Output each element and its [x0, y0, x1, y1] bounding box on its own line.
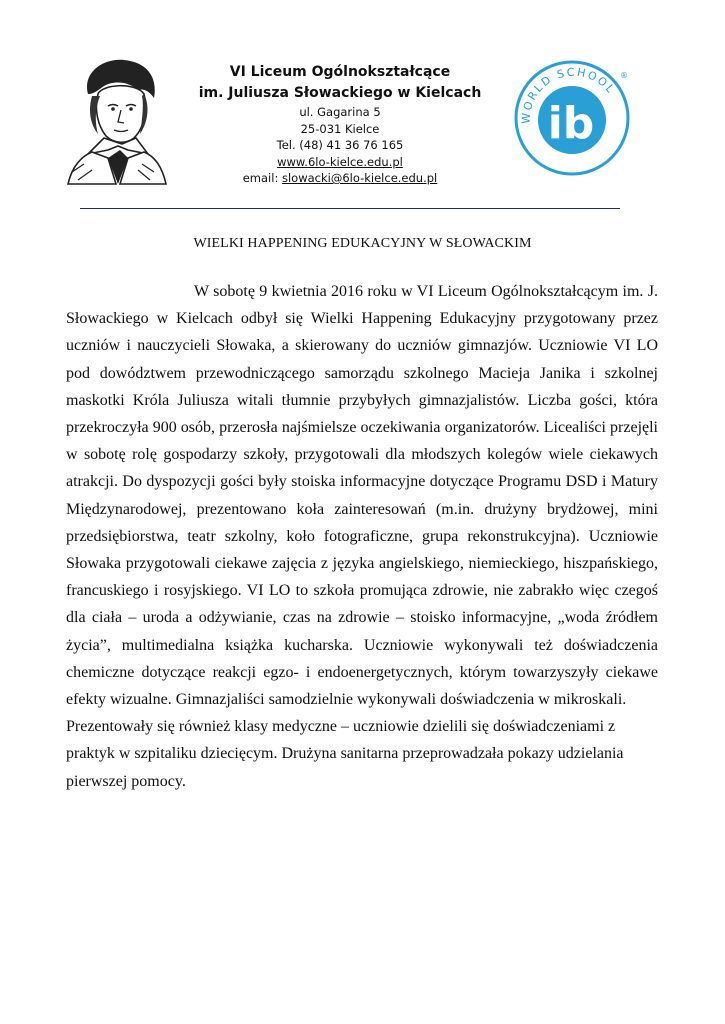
body-paragraph-2: Prezentowały się również klasy medyczne – uczniowie dzielili się doświadczeniami z praktyk w szpitaliku dziecięcym. Drużyna sanitarna przeprowadzała pokazy udzielania pierwszej pomocy. — [66, 718, 624, 790]
letterhead-divider — [80, 208, 620, 209]
school-name: VI Liceum Ogólnokształcące — [229, 64, 451, 80]
city-address: 25-031 Kielce — [300, 121, 380, 136]
document-title: WIELKI HAPPENING EDUKACYJNY W SŁOWACKIM — [193, 236, 532, 251]
ib-logo-arc-text: WORLD SCHOOL — [519, 65, 618, 125]
body-paragraph-1: W sobotę 9 kwietnia 2016 roku w VI Liceum Ogólnokształcącym im. J. Słowackiego w Kielcach odbył się Wielki Happening Edukacyjny przygotowany przez uczniów i nauczycieli Słowaka, a skierowany do uczniów gimnazjów. Uczniowie VI LO pod dowództwem przewodniczącego samorządu szkolnego Macieja Janika i szkolnej maskotki Króla Juliusza witali tłumnie przybyłych gimnazjalistów. Liczba gości, która przekroczyła 900 osób, przerosła najśmielsze oczekiwania organizatorów. Licealiści przejęli w sobotę rolę gospodarzy szkoły, przygotowali dla młodszych kolegów wiele ciekawych atrakcji. Do dyspozycji gości były stoiska informacyjne dotyczące Programu DSD i Matury Międzynarodowej, prezentowano koła zainteresowań (m.in. drużyny brydżowej, mini przedsiębiorstwa, teatr szkolny, koło fotograficzne, grupa rekonstrukcyjna). Uczniowie Słowaka przygotowali ciekawe zajęcia z języka angielskiego, niemieckiego, hiszpańskiego, francuskiego i rosyjskiego. VI LO to szkoła promująca zdrowie, nie zabrakło więc czegoś dla ciała – uroda a odżywianie, czas na zdrowie – stoisko informacyjne, „woda źródłem życia”, multimedialna książka kucharska. Uczniowie wykonywali też doświadczenia chemiczne dotyczące reakcji egzo- i endoenergetycznych, którym towarzyszyły ciekawe efekty wizualne. Gimnazjaliści samodzielnie wykonywali doświadczenia w mikroskali. — [66, 283, 658, 709]
website-link[interactable]: www.6lo-kielce.edu.pl — [277, 154, 403, 169]
email-label: email: — [242, 171, 282, 185]
document-body — [66, 278, 658, 795]
phone-number: Tel. (48) 41 36 76 165 — [276, 138, 404, 152]
ib-world-school-logo — [508, 54, 636, 182]
email-link[interactable]: slowacki@6lo-kielce.edu.pl — [281, 171, 438, 185]
ib-logo-mark: ib — [547, 98, 595, 149]
school-patron: im. Juliusza Słowackiego w Kielcach — [198, 85, 482, 101]
letterhead — [150, 62, 530, 187]
ib-registered-mark: ® — [620, 71, 628, 80]
street-address: ul. Gagarina 5 — [299, 105, 381, 119]
